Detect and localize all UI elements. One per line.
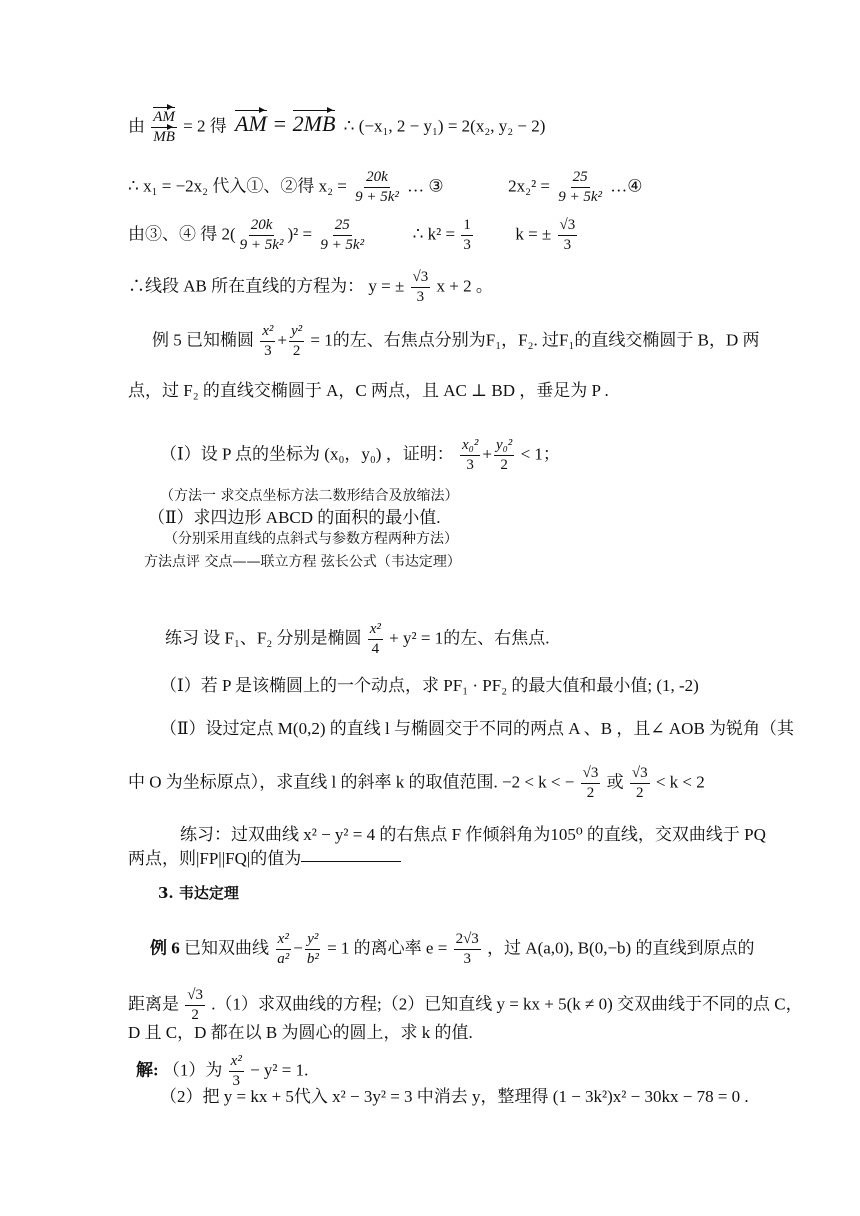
line-1: 由 $\frac{AM}{MB}$ = 2 得 AM = 2MB ∴ (−x₁, 2 − y₁) = 2(x₂, y₂ − 2) bbox=[128, 109, 546, 145]
den-3-g: 3 bbox=[232, 1073, 240, 1089]
den-a2: a² bbox=[277, 951, 290, 967]
den-3-e: 3 bbox=[466, 457, 474, 473]
line-4 bbox=[128, 270, 493, 305]
num-x0sq: x₀² bbox=[460, 438, 480, 456]
frac-y2-2 bbox=[289, 324, 304, 359]
den-3-f: 3 bbox=[463, 951, 471, 967]
den-2: 2 bbox=[292, 343, 301, 359]
example-6-line-1: 例 6 已知双曲线 $\frac{\text{x²}}{\text{a²}}$ − $\frac{\text{y²}}{\text{b²}}$ = 1 的离心率 e = $\frac{2√3}{3}$ ，过 A(a,0), B(0,−b) 的直线到原点的 bbox=[150, 931, 755, 967]
num-y2-b: y² bbox=[305, 932, 320, 950]
practice-1-line bbox=[165, 622, 549, 657]
ex6-text-c: ，过 A(a,0), B(0,−b) 的直线到原点的 bbox=[487, 938, 755, 958]
example-5-part-1: （Ⅰ）设 P 点的坐标为 (x₀，y₀) ，证明： $\frac{\text{x₀²}}{3}$ + $\frac{\text{y₀²}}{2}$ < 1； bbox=[160, 437, 560, 473]
frac-25 bbox=[556, 170, 604, 205]
num-sqrt3: √3 bbox=[558, 218, 578, 236]
practice-1-part-2-b bbox=[128, 766, 705, 801]
text-from-3-4: 由③、④ 得 2( bbox=[128, 224, 236, 244]
num-20k-b: 20k bbox=[249, 218, 275, 236]
num-x2: x² bbox=[260, 324, 275, 342]
text-k-pm: k = ± bbox=[515, 224, 552, 244]
frac-x2-3 bbox=[260, 324, 275, 359]
num-sqrt3-e: √3 bbox=[185, 988, 205, 1006]
answer-blank bbox=[301, 861, 401, 862]
den-3-b: 3 bbox=[563, 237, 572, 253]
frac-x2-3-b bbox=[229, 1054, 244, 1089]
method-note-2: （分别采用直线的点斜式与参数方程两种方法） bbox=[164, 531, 458, 547]
text-substitute: ∴ x₁ = −2x₂ 代入①、②得 x₂ = bbox=[128, 176, 347, 196]
den-2-d: 2 bbox=[635, 785, 644, 801]
text-x-plus-2: x + 2 。 bbox=[436, 276, 493, 296]
text-k-sq: ∴ k² = bbox=[412, 224, 456, 244]
frac-x2-4 bbox=[368, 622, 383, 657]
frac-sqrt3-2-c bbox=[185, 988, 205, 1023]
den-95k-b: 9 + 5k² bbox=[239, 237, 284, 253]
vector-am-big: AM bbox=[235, 111, 267, 137]
pr2-text: 两点，则|FP||FQ|的值为 bbox=[128, 849, 302, 868]
frac-sqrt3-2-b bbox=[630, 766, 650, 801]
num-1: 1 bbox=[461, 218, 473, 236]
text-equals-2: = 2 得 bbox=[183, 116, 227, 136]
line-2 bbox=[128, 170, 643, 205]
ratio-am-mb bbox=[151, 110, 177, 145]
text-ab-line: ∴线段 AB 所在直线的方程为： y = ± bbox=[128, 276, 405, 296]
ex5-label: 例 5 已知椭圆 bbox=[152, 330, 254, 350]
den-2-e: 2 bbox=[191, 1007, 199, 1023]
ex6-text-d: 距离是 bbox=[128, 994, 179, 1014]
num-25: 25 bbox=[571, 170, 590, 188]
section-3-heading bbox=[158, 886, 239, 901]
ex5-i-lt1: < 1； bbox=[520, 444, 560, 464]
pr1-or: 或 bbox=[606, 772, 624, 792]
num-sqrt3-b: √3 bbox=[411, 270, 431, 288]
text-you: 由 bbox=[128, 116, 145, 136]
vector-mb: MB bbox=[153, 129, 175, 145]
num-20k: 20k bbox=[364, 170, 390, 188]
example-5-part-2: （Ⅱ）求四边形 ABCD 的面积的最小值. bbox=[148, 508, 441, 527]
num-2sqrt3: 2√3 bbox=[454, 932, 481, 950]
pr1-text-b: + y² = 1的左、右焦点. bbox=[389, 628, 550, 648]
num-sqrt3-c: √3 bbox=[581, 766, 601, 784]
method-note-1: （方法一 求交点坐标方法二数形结合及放缩法） bbox=[160, 488, 459, 504]
text-coordinates: ∴ (−x₁, 2 − y₁) = 2(x₂, y₂ − 2) bbox=[343, 116, 546, 136]
den-3-d: 3 bbox=[264, 343, 272, 359]
section-3-title: 3. 韦达定理 bbox=[158, 884, 239, 902]
frac-2sqrt3-3 bbox=[454, 932, 481, 967]
line-3 bbox=[128, 218, 579, 253]
vector-2mb-big: 2MB bbox=[292, 111, 336, 137]
pr1-range-b: < k < 2 bbox=[655, 772, 705, 792]
ex6-text-b: = 1 的离心率 e = bbox=[327, 938, 448, 958]
frac-x0sq-3 bbox=[460, 438, 480, 473]
den-95k: 9 + 5k² bbox=[355, 189, 399, 205]
ex6-text-e: .（1）求双曲线的方程;（2）已知直线 y = kx + 5(k ≠ 0) 交双曲线于不同的点 C， bbox=[211, 994, 803, 1014]
solution-line-1 bbox=[136, 1054, 308, 1089]
example-6-line-3: D 且 C，D 都在以 B 为圆心的圆上，求 k 的值. bbox=[128, 1023, 473, 1042]
frac-20k bbox=[353, 170, 401, 205]
pr1-range-a: 中 O 为坐标原点），求直线 l 的斜率 k 的取值范围. −2 < k < − bbox=[128, 772, 575, 792]
num-x2-c: x² bbox=[276, 932, 291, 950]
frac-sqrt3-3 bbox=[558, 218, 578, 253]
ex5-text-1: = 1的左、右焦点分别为F₁，F₂. 过F₁的直线交椭圆于 B，D 两 bbox=[310, 330, 760, 350]
pr1-text-a: 练习 设 F₁、F₂ 分别是椭圆 bbox=[165, 628, 362, 648]
frac-sqrt3-3-b bbox=[411, 270, 431, 305]
frac-x2-a2 bbox=[275, 932, 291, 967]
solution-label: 解: bbox=[136, 1060, 159, 1080]
frac-25-b bbox=[318, 218, 366, 253]
frac-20k-b bbox=[238, 218, 286, 253]
num-y2: y² bbox=[289, 324, 304, 342]
example-6-line-2 bbox=[128, 988, 803, 1023]
den-3: 3 bbox=[463, 237, 471, 253]
num-y0sq: y₀² bbox=[494, 438, 514, 456]
num-x2-b: x² bbox=[368, 622, 383, 640]
frac-y0sq-2 bbox=[494, 438, 514, 473]
solution-line-2: （2）把 y = kx + 5代入 x² − 3y² = 3 中消去 y，整理得 (1 − 3k²)x² − 30kx − 78 = 0 . bbox=[160, 1087, 749, 1106]
den-4: 4 bbox=[371, 641, 380, 657]
example-5-line-1: 例 5 已知椭圆 $\frac{\text{x²}}{3}$ + $\frac{\text{y²}}{2}$ = 1的左、右焦点分别为F₁，F₂. 过F₁的直线交椭圆于 B，D 两 bbox=[152, 323, 760, 359]
frac-sqrt3-2 bbox=[581, 766, 601, 801]
frac-y2-b2 bbox=[305, 932, 321, 967]
practice-1-part-2-a: （Ⅱ）设过定点 M(0,2) 的直线 l 与椭圆交于不同的两点 A 、B ，且∠ AOB 为锐角（其 bbox=[160, 719, 795, 738]
method-note-3: 方法点评 交点——联立方程 弦长公式（韦达定理） bbox=[144, 554, 461, 570]
den-3-c: 3 bbox=[416, 289, 425, 305]
num-25-b: 25 bbox=[333, 218, 352, 236]
practice-2-line-1: 练习：过双曲线 x² − y² = 4 的右焦点 F 作倾斜角为105⁰ 的直线，交双曲线于 PQ bbox=[180, 825, 766, 844]
sol-text-a: （1）为 bbox=[162, 1060, 223, 1080]
num-sqrt3-d: √3 bbox=[630, 766, 650, 784]
num-x2-d: x² bbox=[229, 1054, 244, 1072]
den-2-c: 2 bbox=[586, 785, 595, 801]
eq-4: …④ bbox=[610, 176, 643, 196]
text-sq-eq: )² = bbox=[287, 224, 313, 244]
text-2x2sq: 2x₂² = bbox=[508, 176, 551, 196]
practice-1-part-1: （Ⅰ）若 P 是该椭圆上的一个动点，求 PF₁ · PF₂ 的最大值和最小值; (1, -2) bbox=[160, 676, 699, 695]
den-95k-c: 9 + 5k² bbox=[320, 237, 365, 253]
eq-3: … ③ bbox=[407, 176, 444, 196]
den-2-b: 2 bbox=[500, 457, 508, 473]
den-95k-2: 9 + 5k² bbox=[558, 189, 603, 205]
den-b2: b² bbox=[306, 951, 319, 967]
example-5-line-2: 点，过 F₂ 的直线交椭圆于 A，C 两点，且 AC ⊥ BD ，垂足为 P . bbox=[128, 381, 609, 400]
vector-am: AM bbox=[153, 109, 175, 125]
ex5-i-text: （Ⅰ）设 P 点的坐标为 (x₀，y₀) ，证明： bbox=[160, 444, 454, 464]
practice-2-line-2 bbox=[128, 850, 401, 867]
ex6-text-a: 已知双曲线 bbox=[184, 938, 269, 958]
ex6-label: 例 6 bbox=[150, 938, 180, 958]
frac-1-3 bbox=[461, 218, 473, 253]
sol-text-b: − y² = 1. bbox=[250, 1060, 309, 1080]
